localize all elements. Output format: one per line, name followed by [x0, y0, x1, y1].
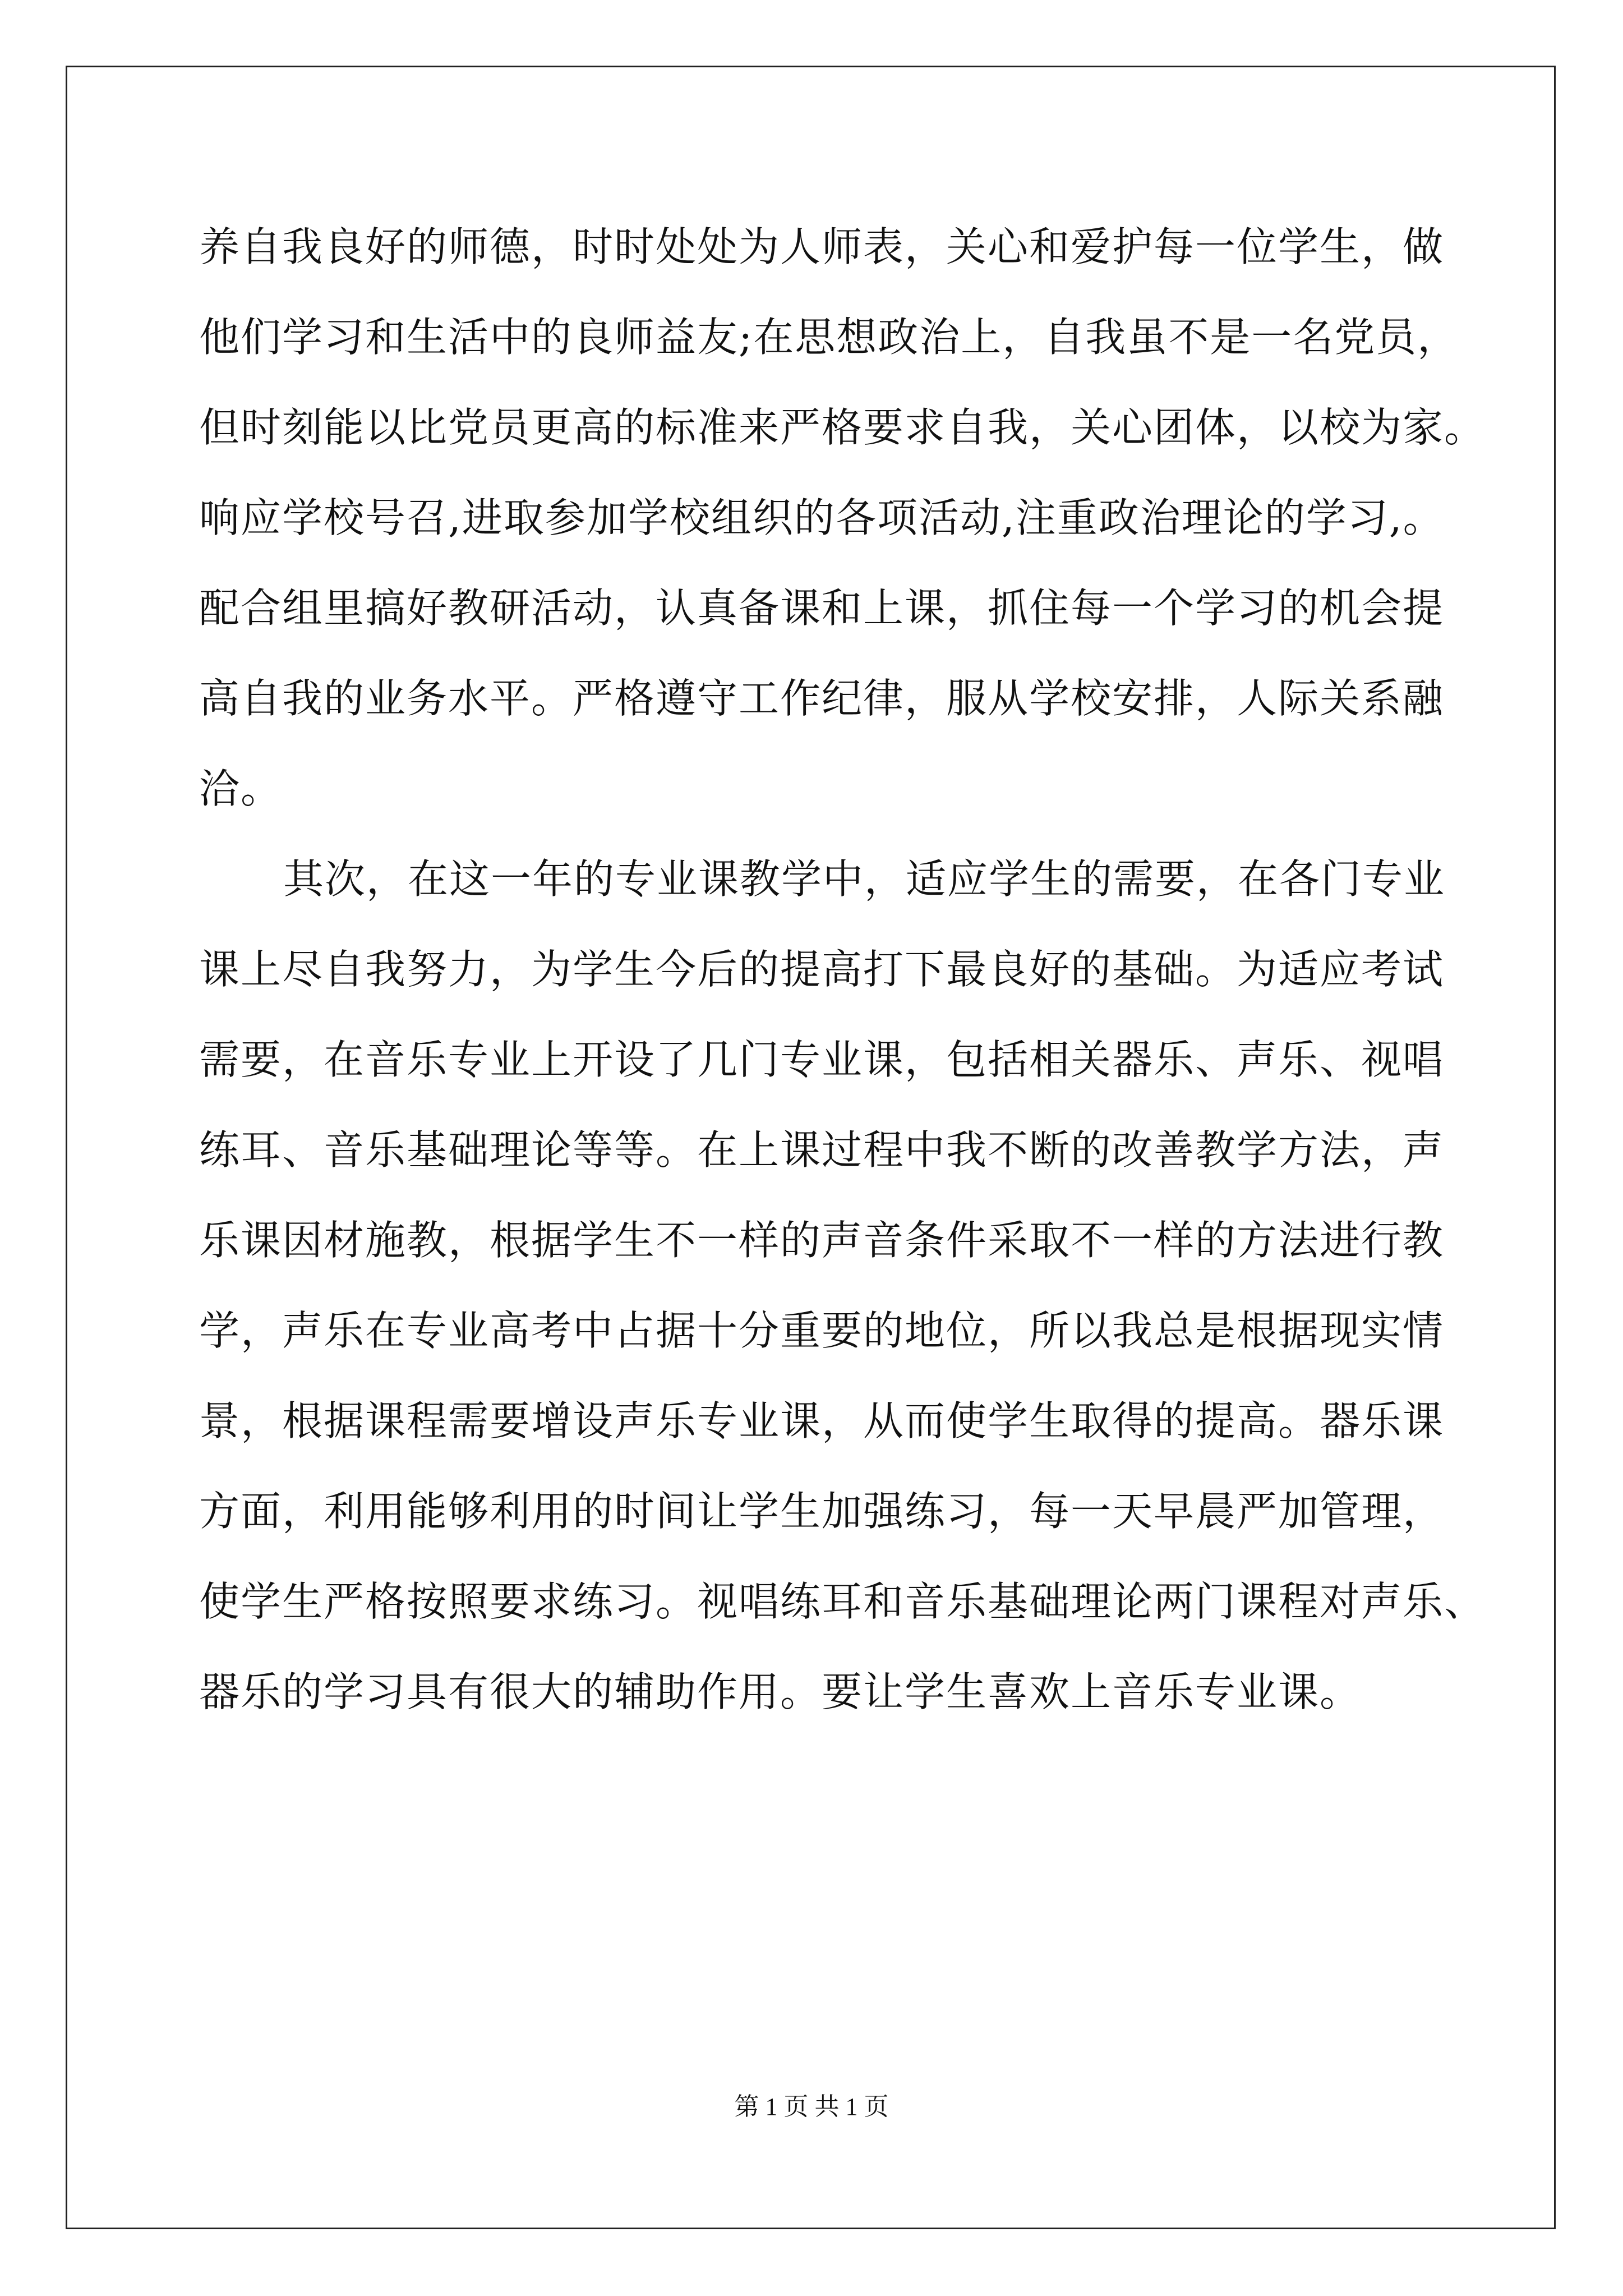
text-line: 养自我良好的师德，时时处处为人师表，关心和爱护每一位学生，做: [199, 223, 1445, 270]
text-line: 方面，利用能够利用的时间让学生加强练习，每一天早晨严加管理，: [199, 1488, 1445, 1535]
text-line: 景，根据课程需要增设声乐专业课，从而使学生取得的提高。器乐课: [199, 1397, 1445, 1444]
document-body: [199, 223, 1486, 1759]
text-line: 但时刻能以比党员更高的标准来严格要求自我，关心团体，以校为家。: [199, 404, 1486, 451]
text-line: 需要，在音乐专业上开设了几门专业课，包括相关器乐、声乐、视唱: [199, 1036, 1445, 1083]
page-number-footer: 第 1 页 共 1 页: [734, 2093, 889, 2120]
text-line: 响应学校号召,进取参加学校组织的各项活动,注重政治理论的学习,。: [199, 494, 1445, 541]
text-line: 乐课因材施教，根据学生不一样的声音条件采取不一样的方法进行教: [199, 1217, 1445, 1264]
text-line: 课上尽自我努力，为学生今后的提高打下最良好的基础。为适应考试: [199, 946, 1445, 993]
text-line: 练耳、音乐基础理论等等。在上课过程中我不断的改善教学方法，声: [199, 1126, 1445, 1174]
text-line: 使学生严格按照要求练习。视唱练耳和音乐基础理论两门课程对声乐、: [199, 1578, 1486, 1625]
text-line: 他们学习和生活中的良师益友;在思想政治上，自我虽不是一名党员，: [199, 314, 1459, 361]
text-line: 配合组里搞好教研活动，认真备课和上课，抓住每一个学习的机会提: [199, 585, 1445, 632]
text-line: 学，声乐在专业高考中占据十分重要的地位，所以我总是根据现实情: [199, 1307, 1445, 1354]
text-line: 器乐的学习具有很大的辅助作用。要让学生喜欢上音乐专业课。: [199, 1668, 1362, 1715]
text-line: 洽。: [199, 765, 283, 812]
text-line: 高自我的业务水平。严格遵守工作纪律，服从学校安排，人际关系融: [199, 675, 1445, 722]
paragraph-start-line: 其次，在这一年的专业课教学中，适应学生的需要，在各门专业: [283, 855, 1446, 903]
